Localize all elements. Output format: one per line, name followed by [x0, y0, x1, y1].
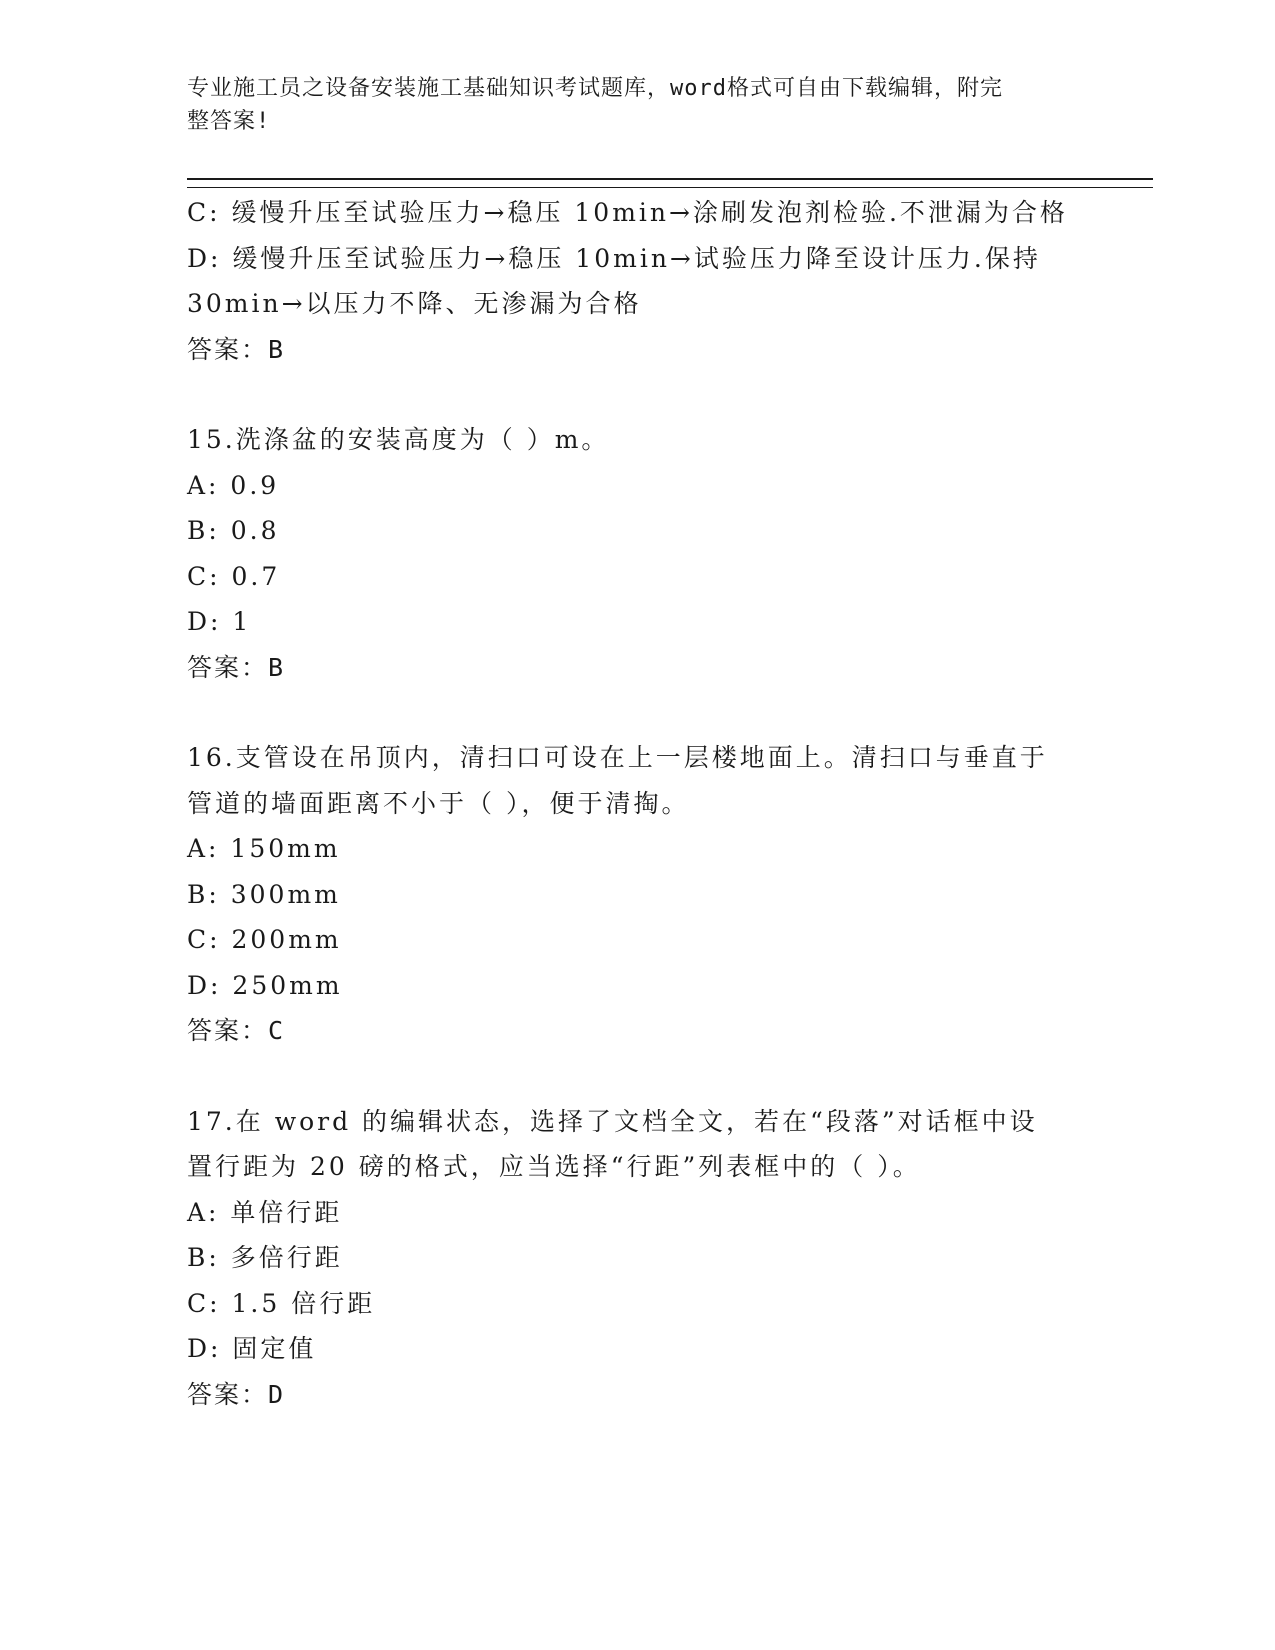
option-b: B: 多倍行距: [187, 1243, 343, 1272]
option-c: C: 缓慢升压至试验压力→稳压 10min→涂刷发泡剂检验.不泄漏为合格: [187, 198, 1068, 227]
option-d: D: 250mm: [187, 970, 343, 1000]
answer: 答案：C: [187, 1016, 286, 1045]
question-text-line-2: 置行距为 20 磅的格式，应当选择“行距”列表框中的（ ）。: [187, 1152, 921, 1181]
answer: 答案：B: [187, 652, 286, 682]
option-d-line-2: 30min→以压力不降、无渗漏为合格: [187, 289, 642, 318]
option-a: A: 0.9: [187, 470, 280, 500]
option-d-line-1: D: 缓慢升压至试验压力→稳压 10min→试验压力降至设计压力.保持: [187, 243, 1041, 273]
header-title-line-1: 专业施工员之设备安装施工基础知识考试题库，word格式可自由下载编辑，附完: [187, 76, 1003, 101]
page-header: [187, 72, 1067, 138]
question-16: [187, 735, 1087, 1054]
question-text-line-1: 16.支管设在吊顶内，清扫口可设在上一层楼地面上。清扫口与垂直于: [187, 743, 1048, 772]
option-c: C: 200mm: [187, 925, 342, 954]
header-divider: [187, 178, 1153, 188]
answer: 答案：D: [187, 1379, 286, 1409]
option-c: C: 1.5 倍行距: [187, 1288, 376, 1318]
question-15: [187, 417, 1087, 690]
option-b: B: 0.8: [187, 516, 280, 545]
document-body: [187, 190, 1087, 1417]
option-a: A: 150mm: [187, 834, 341, 863]
question-text: 15.洗涤盆的安装高度为（ ）m。: [187, 425, 610, 454]
answer: 答案：B: [187, 334, 286, 364]
question-text-line-2: 管道的墙面距离不小于（ ），便于清掏。: [187, 788, 690, 818]
question-14-continued: [187, 190, 1087, 372]
question-text-line-1: 17.在 word 的编辑状态，选择了文档全文，若在“段落”对话框中设: [187, 1106, 1038, 1136]
header-title-line-2: 整答案!: [187, 109, 271, 134]
option-c: C: 0.7: [187, 561, 281, 591]
option-d: D: 1: [187, 607, 252, 636]
option-a: A: 单倍行距: [187, 1197, 343, 1227]
option-d: D: 固定值: [187, 1334, 317, 1363]
question-17: [187, 1099, 1087, 1418]
option-b: B: 300mm: [187, 879, 341, 909]
